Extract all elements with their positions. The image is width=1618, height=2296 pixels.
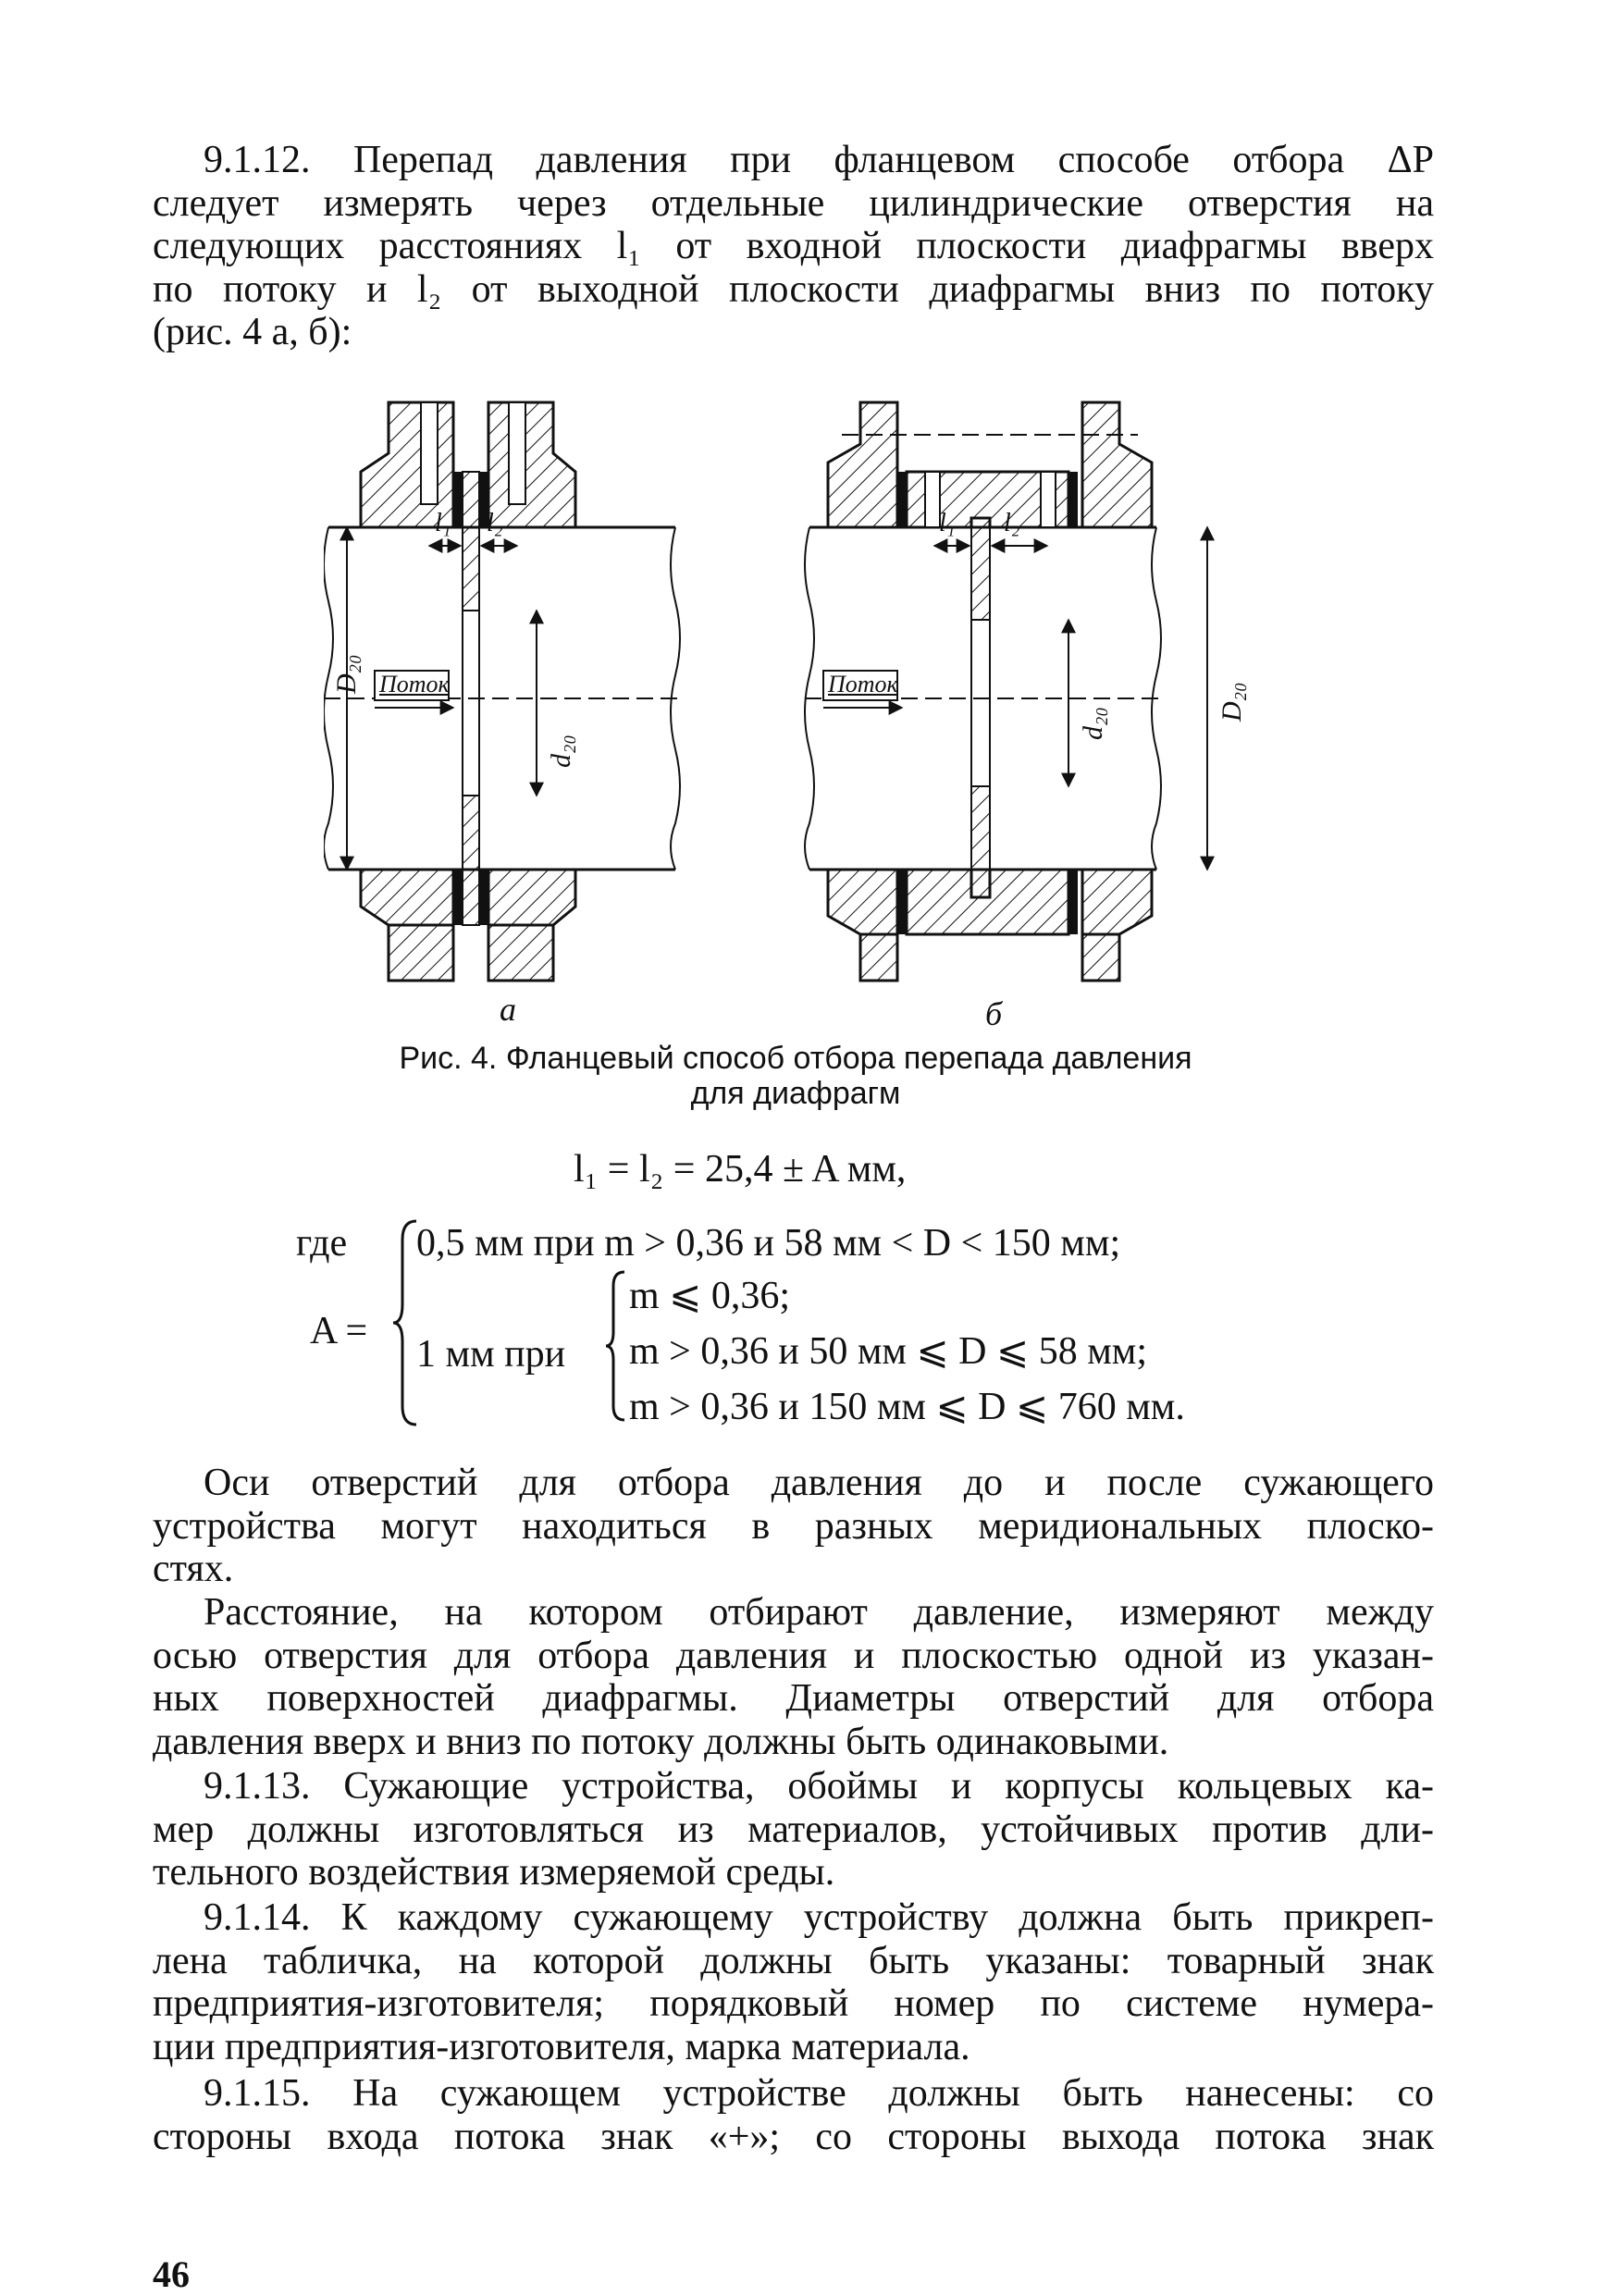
- formula-lhs: A =: [310, 1310, 368, 1352]
- text-line: предприятия-изготовителя; порядковый номер по системе нумера-: [153, 1982, 1434, 2025]
- page-number: 46: [153, 2253, 190, 2295]
- paragraph-distance: [153, 1591, 1434, 1763]
- text-line: 9.1.14. К каждому сужающему устройству должна быть прикреп-: [204, 1896, 1434, 1939]
- dimension-l1-a: l₁: [435, 509, 451, 537]
- text-line: тельного воздействия измеряемой среды.: [153, 1851, 835, 1894]
- formula-main: l₁ = l₂ = 25,4 ± A мм,: [574, 1148, 907, 1191]
- figure-a-drawing: [324, 402, 680, 981]
- text-line: следует измерять через отдельные цилиндрические отверстия на: [153, 181, 1434, 225]
- dimension-d20-b: d₂₀: [1078, 707, 1108, 740]
- dimension-l2-b: l₂: [1004, 509, 1020, 537]
- paragraph-9-1-13: [153, 1765, 1434, 1895]
- formula-row2c: m > 0,36 и 150 мм ⩽ D ⩽ 760 мм.: [629, 1386, 1185, 1428]
- dimension-D20-a: D₂₀: [331, 654, 362, 694]
- text-line: следующих расстояниях l₁ от входной плоскости диафрагмы вверх: [153, 225, 1434, 267]
- formula-row1: 0,5 мм при m > 0,36 и 58 мм < D < 150 мм;: [416, 1222, 1121, 1265]
- text-line: лена табличка, на которой должны быть указаны: товарный знак: [153, 1939, 1434, 1982]
- flow-label-b: Поток: [828, 671, 898, 697]
- text-line: мер должны изготовляться из материалов, устойчивых против дли-: [153, 1808, 1434, 1851]
- text-line: устройства могут находиться в разных меридиональных плоско-: [153, 1504, 1434, 1548]
- text-line: по потоку и l₂ от выходной плоскости диафрагмы вниз по потоку: [153, 267, 1434, 311]
- formula-row2b: m > 0,36 и 50 мм ⩽ D ⩽ 58 мм;: [629, 1330, 1148, 1373]
- formula-row2a: m ⩽ 0,36;: [629, 1275, 791, 1317]
- figure-4: [324, 379, 1249, 1032]
- text-line: (рис. 4 а, б):: [153, 311, 352, 353]
- dimension-D20-b: D₂₀: [1217, 682, 1247, 722]
- paragraph-9-1-15: [153, 2072, 1434, 2158]
- figure-caption: [352, 1041, 1240, 1111]
- paragraph-axes: [153, 1462, 1434, 1591]
- formula-where: где: [296, 1222, 348, 1265]
- dimension-l1-b: l₁: [939, 509, 956, 537]
- dimension-d20-a: d₂₀: [546, 734, 576, 768]
- text-line: 9.1.13. Сужающие устройства, обоймы и корпусы кольцевых ка-: [204, 1765, 1434, 1808]
- text-line: давления вверх и вниз по потоку должны быть одинаковыми.: [153, 1720, 1169, 1763]
- figure-label-a: а: [500, 991, 516, 1028]
- text-line: ных поверхностей диафрагмы. Диаметры отверстий для отбора: [153, 1677, 1434, 1720]
- caption-line: Рис. 4. Фланцевый способ отбора перепада давления: [399, 1041, 1192, 1076]
- formula-inner-brace: [606, 1267, 629, 1425]
- text-line: 9.1.15. На сужающем устройстве должны быть нанесены: со: [204, 2072, 1434, 2115]
- text-line: стях.: [153, 1548, 234, 1590]
- text-line: 9.1.12. Перепад давления при фланцевом способе отбора ΔP: [204, 139, 1434, 181]
- flange-tap-diagram: [324, 379, 1249, 1027]
- dimension-l2-a: l₂: [487, 509, 503, 537]
- text-line: ции предприятия-изготовителя, марка материала.: [153, 2025, 970, 2068]
- caption-line: для диафрагм: [690, 1076, 901, 1111]
- text-line: Расстояние, на котором отбирают давление, измеряют между: [204, 1591, 1434, 1634]
- formula-row2-prefix: 1 мм при: [416, 1333, 566, 1376]
- paragraph-9-1-12: [153, 139, 1434, 354]
- paragraph-9-1-14: [153, 1896, 1434, 2068]
- figure-label-b: б: [985, 995, 1003, 1032]
- flow-label-a: Поток: [379, 671, 450, 697]
- text-line: стороны входа потока знак «+»; со стороны выхода потока знак: [153, 2115, 1434, 2158]
- text-line: осью отверстия для отбора давления и плоскостью одной из указан-: [153, 1634, 1434, 1677]
- text-line: Оси отверстий для отбора давления до и после сужающего: [204, 1462, 1434, 1504]
